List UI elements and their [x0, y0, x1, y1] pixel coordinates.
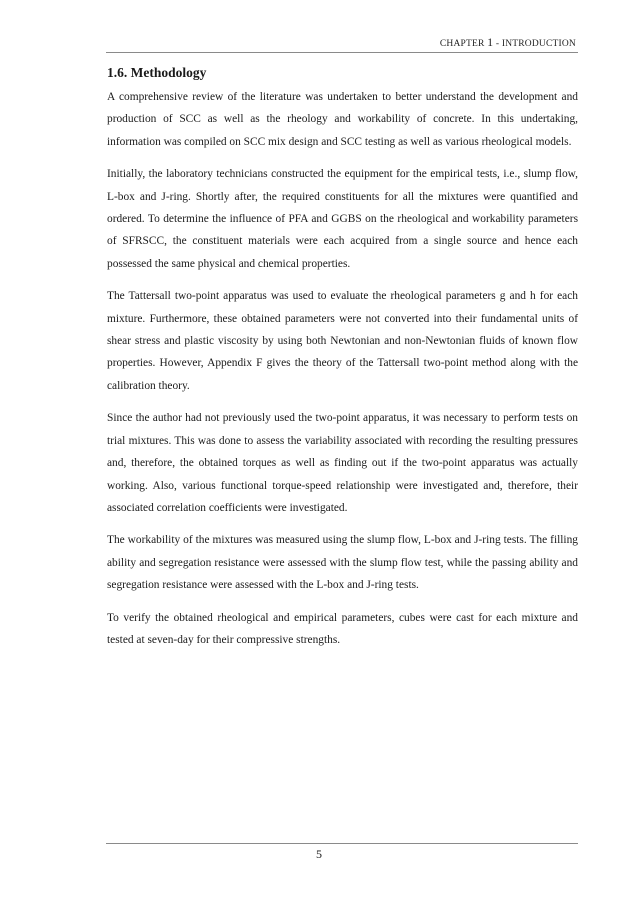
paragraph-workability: The workability of the mixtures was measured using the slump flow, L-box and J-ring tests. The filling ability and segregation resistance were assessed with the slump flow test, while the passing ability and segregation resistance were assessed with the L-box and J-ring tests. — [107, 534, 578, 592]
chapter-prefix: CHAPTER — [439, 39, 488, 49]
paragraph-empirical-tests: Initially, the laboratory technicians constructed the equipment for the empirical tests, i.e., slump flow, L-box and J-ring. Shortly after, the required constituents for all the mixtures were quantified and ordered. To determine the influence of PFA and GGBS on the rheological and workability parameters of SFRSCC, the constituent materials were each acquired from a single source and hence each possessed the same physical and chemical properties. — [107, 168, 578, 270]
paragraph-tattersall-apparatus: The Tattersall two-point apparatus was used to evaluate the rheological parameters g and h for each mixture. Furthermore, these obtained parameters were not converted into their fundamental units of shear stress and plastic viscosity by using both Newtonian and non-Newtonian fluids of known flow properties. However, Appendix F gives the theory of the Tattersall two-point method along with the calibration theory. — [107, 290, 578, 392]
paragraph-trial-mixtures: Since the author had not previously used the two-point apparatus, it was necessary to perform tests on trial mixtures. This was done to assess the variability associated with recording the resulting pressures and, therefore, the obtained torques as well as finding out if the two-point apparatus was actually working. Also, various functional torque-speed relationship were investigated and, therefore, their associated correlation coefficients were investigated. — [107, 412, 578, 514]
running-header — [440, 35, 576, 50]
page-number: 5 — [316, 847, 322, 861]
chapter-number: 1 — [487, 35, 494, 49]
page-body — [107, 64, 578, 661]
chapter-title: - INTRODUCTION — [493, 39, 576, 49]
header-rule — [106, 52, 578, 53]
footer-rule — [106, 843, 578, 844]
paragraph-compressive-strength: To verify the obtained rheological and empirical parameters, cubes were cast for each mixture and tested at seven-day for their compressive strengths. — [107, 611, 578, 646]
paragraph-literature-review: A comprehensive review of the literature was undertaken to better understand the development and production of SCC as well as the rheology and workability of concrete. In this undertaking, information was compiled on SCC mix design and SCC testing as well as various rheological models. — [107, 91, 578, 148]
section-heading: 1.6. Methodology — [107, 65, 207, 80]
